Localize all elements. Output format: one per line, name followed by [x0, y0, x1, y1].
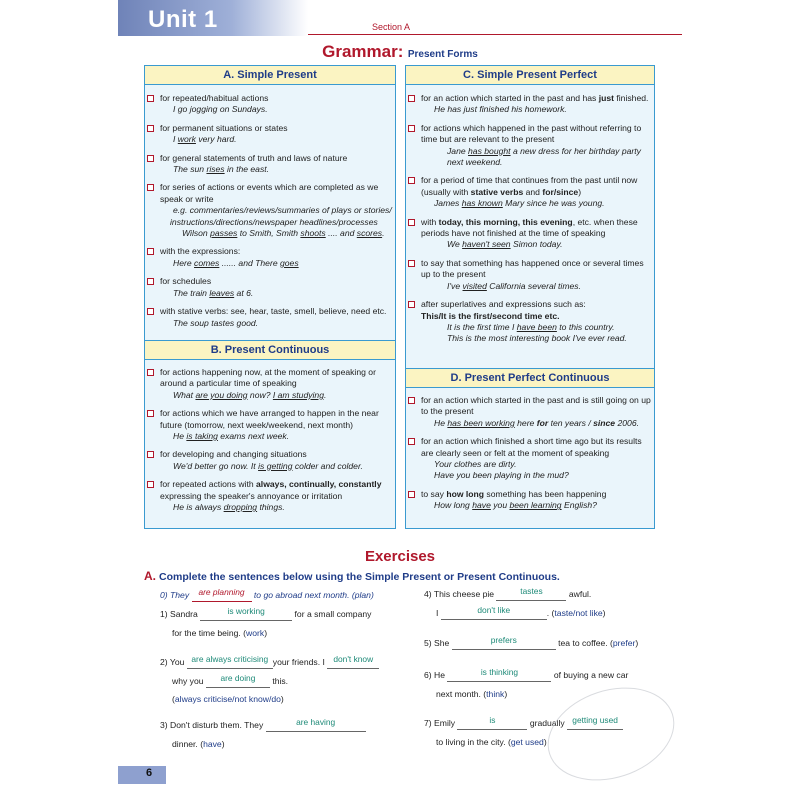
checkbox-icon: [147, 155, 154, 162]
checkbox-icon: [408, 438, 415, 445]
page-number-band: [118, 766, 166, 784]
box-a-items: [144, 93, 394, 336]
answer-blank[interactable]: are having: [266, 720, 366, 732]
box-b-title: B. Present Continuous: [144, 340, 396, 360]
checkbox-icon: [408, 95, 415, 102]
list-item: for actions happening now, at the moment of speaking or around a particular time of speaking What are you doing now? I am studying.: [144, 367, 394, 401]
answer-blank[interactable]: getting used: [567, 718, 623, 730]
checkbox-icon: [147, 451, 154, 458]
list-item: for general statements of truth and laws of nature The sun rises in the east.: [144, 153, 394, 176]
box-c-title: C. Simple Present Perfect: [405, 65, 655, 85]
box-c-items: [405, 93, 653, 352]
checkbox-icon: [147, 125, 154, 132]
box-a-title: A. Simple Present: [144, 65, 396, 85]
answer-blank[interactable]: tastes: [496, 589, 566, 601]
answer-blank[interactable]: don't know: [327, 657, 379, 669]
list-item: after superlatives and expressions such as: This/It is the first/second time etc. It is the first time I have been to this country. This is the most interesting book I've ever read.: [405, 299, 653, 345]
grammar-title: [0, 42, 800, 62]
answer-blank[interactable]: is: [457, 718, 527, 730]
list-item: with today, this morning, this evening, etc. when these periods have not finished at the time of speaking We haven't seen Simon today.: [405, 217, 653, 251]
answer-blank[interactable]: prefers: [452, 638, 556, 650]
exercise-item-5: 5) She prefers tea to coffee. (prefer): [424, 635, 639, 648]
answer-blank[interactable]: is working: [200, 609, 292, 621]
unit-title: Unit 1: [148, 6, 218, 33]
box-b-items: [144, 367, 394, 520]
exercise-item-0: 0) They are planning to go abroad next month. (plan): [160, 587, 374, 600]
page-number: 6: [146, 767, 153, 779]
answer-blank[interactable]: are planning: [192, 590, 252, 602]
exercise-item-6: 6) He is thinking of buying a new car next month. (think): [424, 667, 629, 699]
exercise-instruction: A. Complete the sentences below using the Simple Present or Present Continuous.: [144, 569, 560, 583]
exercise-item-4: 4) This cheese pie tastes awful. I don't like . (taste/not like): [424, 586, 606, 618]
list-item: to say that something has happened once or several times up to the present I've visited California several times.: [405, 258, 653, 292]
checkbox-icon: [147, 369, 154, 376]
checkbox-icon: [408, 301, 415, 308]
checkbox-icon: [147, 410, 154, 417]
exercise-item-3: 3) Don't disturb them. They are having dinner. (have): [160, 720, 400, 750]
checkbox-icon: [147, 481, 154, 488]
list-item: for actions which happened in the past without referring to time but are relevant to the present Jane has bought a new dress for her birthday party next weekend.: [405, 123, 653, 169]
checkbox-icon: [147, 278, 154, 285]
exercise-item-2: 2) You are always criticising your friends. I don't know why you are doing this. (always criticise/not know/do): [160, 657, 400, 705]
exercise-item-1: 1) Sandra is working for a small company for the time being. (work): [160, 606, 372, 638]
list-item: for developing and changing situations We'd better go now. It is getting colder and colder.: [144, 449, 394, 472]
exercise-item-7: 7) Emily is gradually getting used to living in the city. (get used): [424, 718, 664, 748]
checkbox-icon: [408, 125, 415, 132]
checkbox-icon: [408, 260, 415, 267]
answer-blank[interactable]: are always criticising: [187, 657, 273, 669]
section-label: Section A: [372, 22, 411, 32]
list-item: with stative verbs: see, hear, taste, smell, believe, need etc. The soup tastes good.: [144, 306, 394, 329]
checkbox-icon: [408, 177, 415, 184]
list-item: for an action which finished a short time ago but its results are clearly seen or felt at the moment of speaking Your clothes are dirty. Have you been playing in the mud?: [405, 436, 653, 482]
checkbox-icon: [147, 184, 154, 191]
checkbox-icon: [408, 397, 415, 404]
grammar-subtitle: Present Forms: [407, 49, 478, 60]
checkbox-icon: [147, 248, 154, 255]
box-d-items: [405, 395, 653, 519]
answer-blank[interactable]: are doing: [206, 676, 270, 688]
list-item: for permanent situations or states I work very hard.: [144, 123, 394, 146]
checkbox-icon: [147, 308, 154, 315]
list-item: for schedules The train leaves at 6.: [144, 276, 394, 299]
header-divider: [308, 34, 682, 35]
box-d-title: D. Present Perfect Continuous: [405, 368, 655, 388]
list-item: for actions which we have arranged to happen in the near future (tomorrow, next week/weekend, next month) He is taking exams next week.: [144, 408, 394, 442]
list-item: to say how long something has been happening How long have you been learning English?: [405, 489, 653, 512]
grammar-label: Grammar:: [322, 42, 404, 61]
list-item: for repeated actions with always, continually, constantly expressing the speaker's annoyance or irritation He is always dropping things.: [144, 479, 394, 513]
list-item: for series of actions or events which are completed as we speak or write e.g. commentaries/reviews/summaries of plays or stories/ instructions/directions/newspaper headlines/processes Wilson passes to Smith, Smith shoots .... and scores.: [144, 182, 394, 239]
checkbox-icon: [408, 491, 415, 498]
list-item: with the expressions: Here comes ...... and There goes: [144, 246, 394, 269]
list-item: for repeated/habitual actions I go jogging on Sundays.: [144, 93, 394, 116]
list-item: for an action which started in the past and is still going on up to the present He has been working here for ten years / since 2006.: [405, 395, 653, 429]
list-item: for an action which started in the past and has just finished. He has just finished his homework.: [405, 93, 653, 116]
list-item: for a period of time that continues from the past until now (usually with stative verbs and for/since) James has known Mary since he was young.: [405, 175, 653, 209]
exercises-title: Exercises: [364, 548, 436, 565]
answer-blank[interactable]: is thinking: [447, 670, 551, 682]
checkbox-icon: [408, 219, 415, 226]
answer-blank[interactable]: don't like: [441, 608, 547, 620]
checkbox-icon: [147, 95, 154, 102]
